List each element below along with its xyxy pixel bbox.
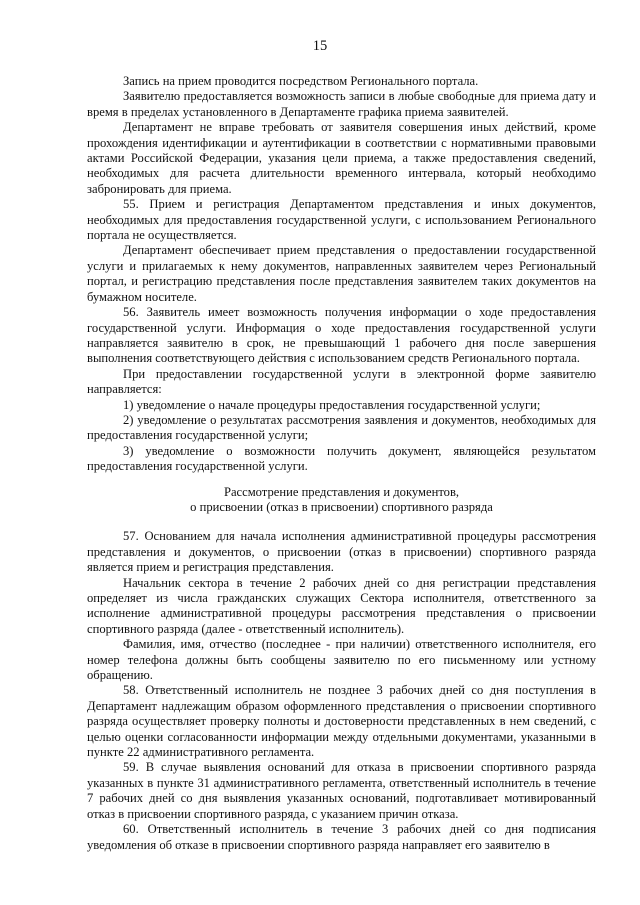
list-item: 3) уведомление о возможности получить документ, являющейся результатом предоставления государственной услуги. bbox=[87, 443, 596, 474]
list-item: 2) уведомление о результатах рассмотрения заявления и документов, необходимых для предоставления государственной услуги; bbox=[87, 412, 596, 443]
section-heading-line: Рассмотрение представления и документов, bbox=[223, 484, 460, 499]
paragraph: При предоставлении государственной услуги в электронной форме заявителю направляется: bbox=[87, 366, 596, 397]
page-number: 15 bbox=[312, 38, 328, 54]
paragraph-item-58: 58. Ответственный исполнитель не позднее 3 рабочих дней со дня поступления в Департамент надлежащим образом оформленного представления о присвоении спортивного разряда осуществляет проверку полноты и достоверности представленных в нем сведений, с целью оценки согласованности информации между отдельными документами, указанными в пункте 22 административного регламента. bbox=[87, 683, 596, 760]
paragraph: Департамент не вправе требовать от заявителя совершения иных действий, кроме прохождения идентификации и аутентификации в соответствии с нормативными правовыми актами Российской Федерации, указания цели приема, а также предоставления сведений, необходимых для расчета длительности временного интервала, который необходимо забронировать для приема. bbox=[87, 120, 596, 196]
paragraph: Фамилия, имя, отчество (последнее - при наличии) ответственного исполнителя, его номер телефона должны быть сообщены заявителю по его письменному или устному обращению. bbox=[87, 637, 596, 683]
section-heading bbox=[87, 485, 596, 516]
paragraph-item-59: 59. В случае выявления оснований для отказа в присвоении спортивного разряда указанных в пункте 31 административного регламента, ответственный исполнитель в течение 7 рабочих дней со дня выявления указанных оснований, подготавливает мотивированный отказ в присвоении спортивного разряда, с указанием причин отказа. bbox=[87, 760, 596, 821]
paragraph-item-56: 56. Заявитель имеет возможность получения информации о ходе предоставления государственной услуги. Информация о ходе предоставления государственной услуги направляется заявителю в срок, не превышающий 1 рабочего дня после завершения выполнения соответствующего действия с использованием средств Регионального портала. bbox=[87, 305, 596, 366]
paragraph: Запись на прием проводится посредством Регионального портала. bbox=[123, 74, 479, 88]
list-item: 1) уведомление о начале процедуры предоставления государственной услуги; bbox=[123, 397, 541, 412]
section-heading-line: о присвоении (отказ в присвоении) спортивного разряда bbox=[190, 499, 493, 514]
paragraph-item-55: 55. Прием и регистрация Департаментом представления и иных документов, необходимых для предоставления государственной услуги, с использованием Регионального портала не осуществляется. bbox=[87, 197, 596, 243]
paragraph: Департамент обеспечивает прием представления о предоставлении государственной услуги и прилагаемых к нему документов, направленных заявителем через Региональный портал, и регистрацию представления после представления заявителем таких документов на бумажном носителе. bbox=[87, 243, 596, 304]
paragraph-item-57: 57. Основанием для начала исполнения административной процедуры рассмотрения представления и документов, о присвоении (отказ в присвоении) спортивного разряда является прием и регистрация представления. bbox=[87, 529, 596, 575]
paragraph-item-60: 60. Ответственный исполнитель в течение 3 рабочих дней со дня подписания уведомления об отказе в присвоении спортивного разряда направляет его заявителю в bbox=[87, 822, 596, 852]
document-body bbox=[87, 74, 596, 853]
paragraph: Заявителю предоставляется возможность записи в любые свободные для приема дату и время в пределах установленного в Департаменте графика приема заявителей. bbox=[87, 89, 596, 119]
paragraph: Начальник сектора в течение 2 рабочих дней со дня регистрации представления определяет из числа гражданских служащих Сектора исполнителя, ответственного за исполнение административной процедуры рассмотрения представления о присвоении спортивного разряда (далее - ответственный исполнитель). bbox=[87, 575, 596, 636]
